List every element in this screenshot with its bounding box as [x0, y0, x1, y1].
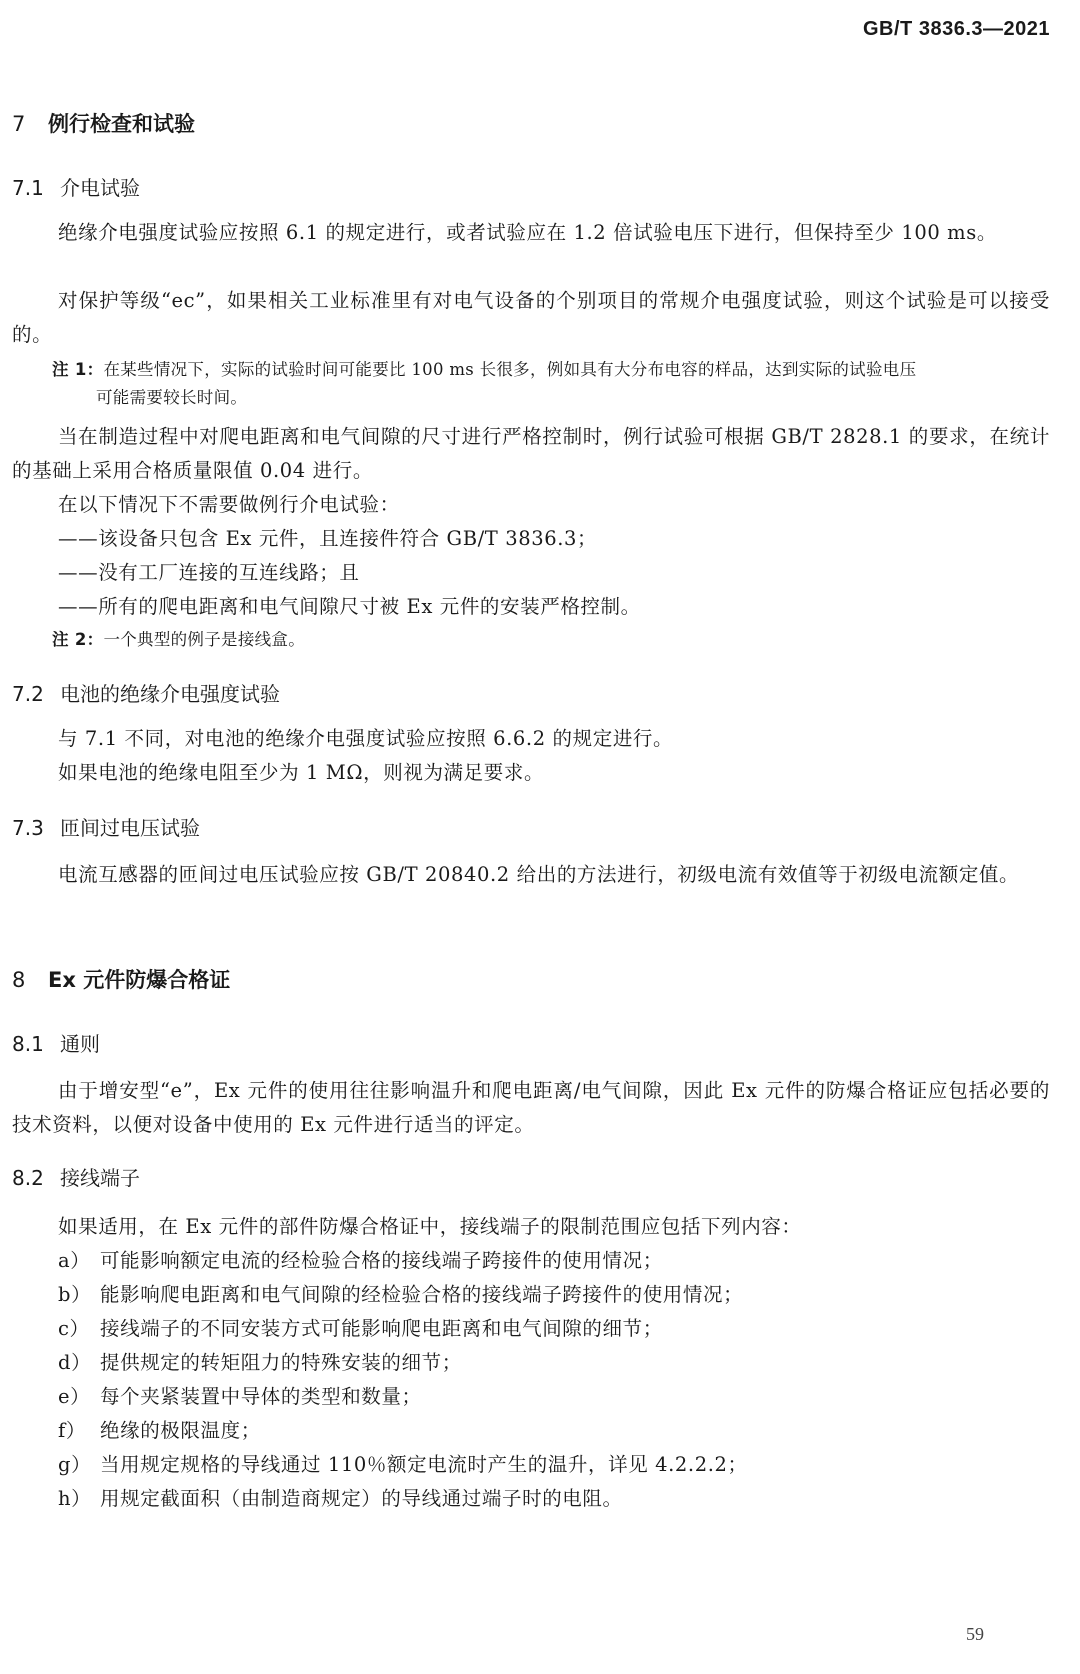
list-item	[12, 1278, 1050, 1312]
section-number: 7.3	[12, 816, 44, 840]
list-item	[12, 1482, 1050, 1516]
section-title: 介电试验	[60, 176, 140, 200]
list-item-text: 当用规定规格的导线通过 110％额定电流时产生的温升，详见 4.2.2.2；	[100, 1453, 748, 1476]
section-title: 接线端子	[60, 1166, 140, 1190]
section-title: 电池的绝缘介电强度试验	[60, 682, 280, 706]
page-number: 59	[966, 1624, 984, 1644]
section-7-3-heading	[12, 812, 1050, 841]
paragraph: 如果电池的绝缘电阻至少为 1 MΩ，则视为满足要求。	[58, 761, 545, 784]
note-text-continued: 可能需要较长时间。	[96, 388, 248, 407]
paragraph: 与 7.1 不同，对电池的绝缘介电强度试验应按照 6.6.2 的规定进行。	[58, 727, 674, 750]
list-item-marker: d）	[58, 1351, 92, 1374]
note-label: 注 1：	[52, 360, 104, 379]
list-item-marker: c）	[58, 1317, 90, 1340]
section-7-1-heading	[12, 172, 1050, 201]
section-title: 通则	[60, 1032, 100, 1056]
list-item-text: 用规定截面积（由制造商规定）的导线通过端子时的电阻。	[100, 1487, 623, 1510]
paragraph: 对保护等级“ec”，如果相关工业标准里有对电气设备的个别项目的常规介电强度试验，则这个试验是可以接受的。	[12, 289, 1050, 346]
section-7-heading	[12, 108, 1050, 138]
list-item	[12, 1414, 1050, 1448]
paragraph: 在以下情况下不需要做例行介电试验：	[58, 493, 400, 516]
list-item	[12, 1346, 1050, 1380]
list-item-marker: a）	[58, 1249, 91, 1272]
dash-list-item: ——该设备只包含 Ex 元件，且连接件符合 GB/T 3836.3；	[58, 527, 598, 550]
list-item-text: 提供规定的转矩阻力的特殊安装的细节；	[100, 1351, 462, 1374]
section-8-2-heading	[12, 1162, 1050, 1191]
section-8-heading	[12, 964, 1050, 994]
dash-list-item: ——所有的爬电距离和电气间隙尺寸被 Ex 元件的安装严格控制。	[58, 595, 641, 618]
list-item	[12, 1244, 1050, 1278]
document-code-header: GB/T 3836.3—2021	[863, 18, 1050, 40]
list-item-text: 每个夹紧装置中导体的类型和数量；	[100, 1385, 422, 1408]
paragraph: 电流互感器的匝间过电压试验应按 GB/T 20840.2 给出的方法进行，初级电流有效值等于初级电流额定值。	[58, 863, 1020, 886]
section-number: 8.1	[12, 1032, 44, 1056]
section-number: 7.2	[12, 682, 44, 706]
list-item	[12, 1312, 1050, 1346]
paragraph: 由于增安型“e”，Ex 元件的使用往往影响温升和爬电距离/电气间隙，因此 Ex 元件的防爆合格证应包括必要的技术资料，以便对设备中使用的 Ex 元件进行适当的评定。	[12, 1079, 1050, 1136]
list-item	[12, 1448, 1050, 1482]
section-number: 8	[12, 968, 26, 992]
section-number: 7.1	[12, 176, 44, 200]
note-2	[12, 626, 1050, 654]
section-8-1-heading	[12, 1028, 1050, 1057]
list-item-text: 能影响爬电距离和电气间隙的经检验合格的接线端子跨接件的使用情况；	[100, 1283, 744, 1306]
list-item-text: 可能影响额定电流的经检验合格的接线端子跨接件的使用情况；	[100, 1249, 663, 1272]
section-title: Ex 元件防爆合格证	[48, 968, 231, 992]
section-7-2-heading	[12, 678, 1050, 707]
list-item-marker: h）	[58, 1487, 92, 1510]
note-label: 注 2：	[52, 630, 104, 649]
note-text: 在某些情况下，实际的试验时间可能要比 100 ms 长很多，例如具有大分布电容的样品，达到实际的试验电压	[103, 360, 917, 379]
list-item-text: 绝缘的极限温度；	[100, 1419, 261, 1442]
list-item-marker: e）	[58, 1385, 91, 1408]
section-title: 匝间过电压试验	[60, 816, 200, 840]
note-text: 一个典型的例子是接线盒。	[103, 630, 306, 649]
note-1	[12, 356, 1050, 412]
paragraph: 绝缘介电强度试验应按照 6.1 的规定进行，或者试验应在 1.2 倍试验电压下进行，但保持至少 100 ms。	[58, 221, 997, 244]
list-item	[12, 1380, 1050, 1414]
paragraph: 当在制造过程中对爬电距离和电气间隙的尺寸进行严格控制时，例行试验可根据 GB/T 2828.1 的要求，在统计的基础上采用合格质量限值 0.04 进行。	[12, 425, 1050, 482]
list-item-text: 接线端子的不同安装方式可能影响爬电距离和电气间隙的细节；	[100, 1317, 663, 1340]
paragraph: 如果适用，在 Ex 元件的部件防爆合格证中，接线端子的限制范围应包括下列内容：	[58, 1215, 802, 1238]
list-item-marker: b）	[58, 1283, 92, 1306]
section-title: 例行检查和试验	[48, 112, 195, 136]
list-item-marker: f）	[58, 1419, 86, 1442]
list-item-marker: g）	[58, 1453, 92, 1476]
section-number: 7	[12, 112, 26, 136]
section-number: 8.2	[12, 1166, 44, 1190]
dash-list-item: ——没有工厂连接的互连线路；且	[58, 561, 360, 584]
